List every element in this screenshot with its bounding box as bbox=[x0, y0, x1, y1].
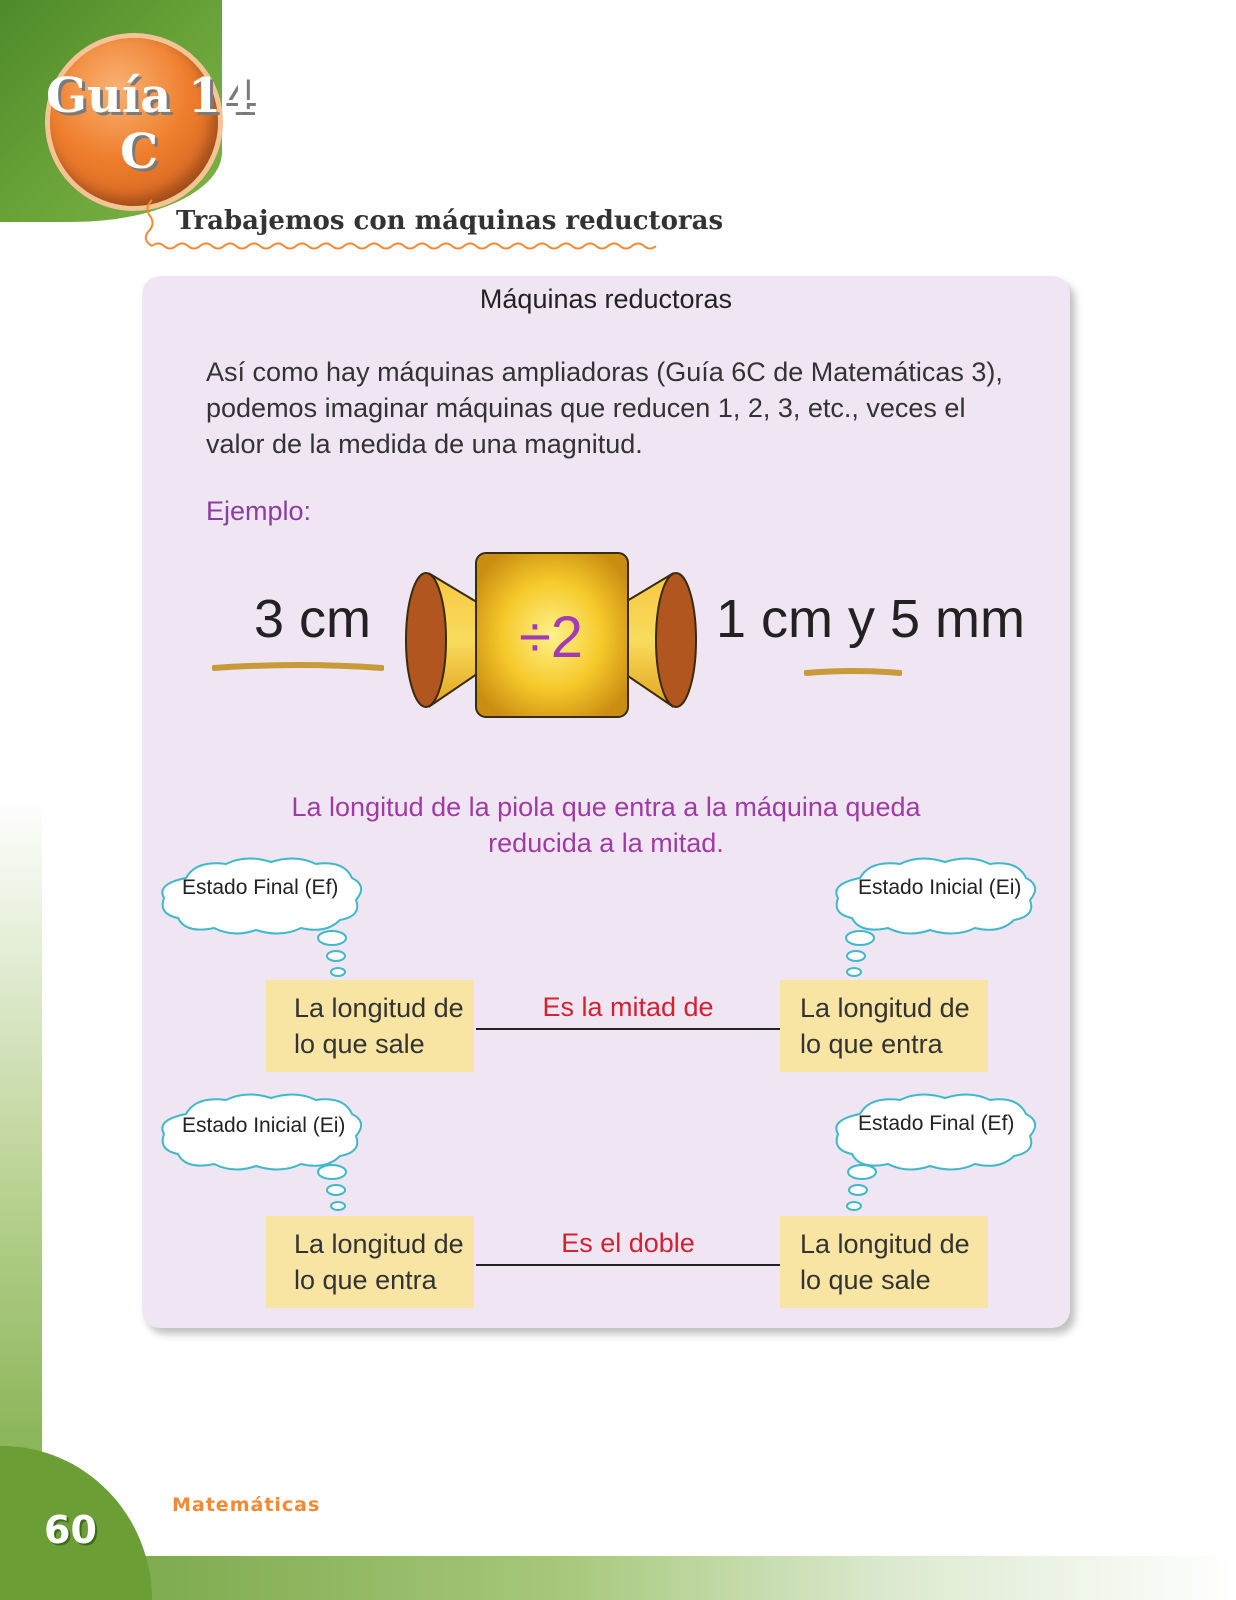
cloud-label: Estado Final (Ef) bbox=[182, 876, 339, 899]
page-number: 60 bbox=[44, 1508, 97, 1552]
state-box-text: lo que sale bbox=[294, 1029, 425, 1059]
state-box-text: La longitud de bbox=[800, 993, 970, 1023]
intro-line: valor de la medida de una magnitud. bbox=[206, 429, 643, 459]
bottom-band bbox=[100, 1556, 1236, 1600]
input-measure: 3 cm bbox=[254, 589, 372, 649]
guide-letter: C bbox=[120, 124, 159, 180]
intro-line: podemos imaginar máquinas que reducen 1, 2, 3, etc., veces el bbox=[206, 393, 966, 423]
state-box-text: lo que entra bbox=[294, 1265, 437, 1295]
connector-line bbox=[476, 1028, 780, 1030]
state-box-text: lo que sale bbox=[800, 1265, 931, 1295]
conclusion-line: reducida a la mitad. bbox=[488, 828, 724, 858]
state-box-text: La longitud de bbox=[294, 1229, 464, 1259]
output-string-icon bbox=[804, 666, 902, 680]
relation-label: Es la mitad de bbox=[542, 992, 714, 1022]
conclusion-line: La longitud de la piola que entra a la máquina queda bbox=[291, 792, 921, 822]
cloud-label: Estado Final (Ef) bbox=[858, 1112, 1015, 1135]
state-box-text: La longitud de bbox=[294, 993, 464, 1023]
card-title: Máquinas reductoras bbox=[479, 284, 733, 314]
machine-operation: ÷2 bbox=[518, 605, 584, 670]
intro-line: Así como hay máquinas ampliadoras (Guía 6C de Matemáticas 3), bbox=[206, 357, 1003, 387]
footer-subject: Matemáticas bbox=[172, 1494, 321, 1516]
cloud-label: Estado Inicial (Ei) bbox=[182, 1114, 346, 1137]
output-measure: 1 cm y 5 mm bbox=[716, 589, 1026, 649]
relation-label: Es el doble bbox=[561, 1228, 695, 1258]
state-box-text: La longitud de bbox=[800, 1229, 970, 1259]
cloud-label: Estado Inicial (Ei) bbox=[858, 876, 1022, 899]
input-string-icon bbox=[212, 660, 384, 676]
state-box-text: lo que entra bbox=[800, 1029, 943, 1059]
guide-label: Guía 14 bbox=[46, 68, 255, 124]
thought-cloud-icon bbox=[156, 1092, 368, 1222]
connector-line bbox=[476, 1264, 780, 1266]
section-title: Trabajemos con máquinas reductoras bbox=[176, 206, 724, 236]
example-label: Ejemplo: bbox=[206, 496, 312, 526]
